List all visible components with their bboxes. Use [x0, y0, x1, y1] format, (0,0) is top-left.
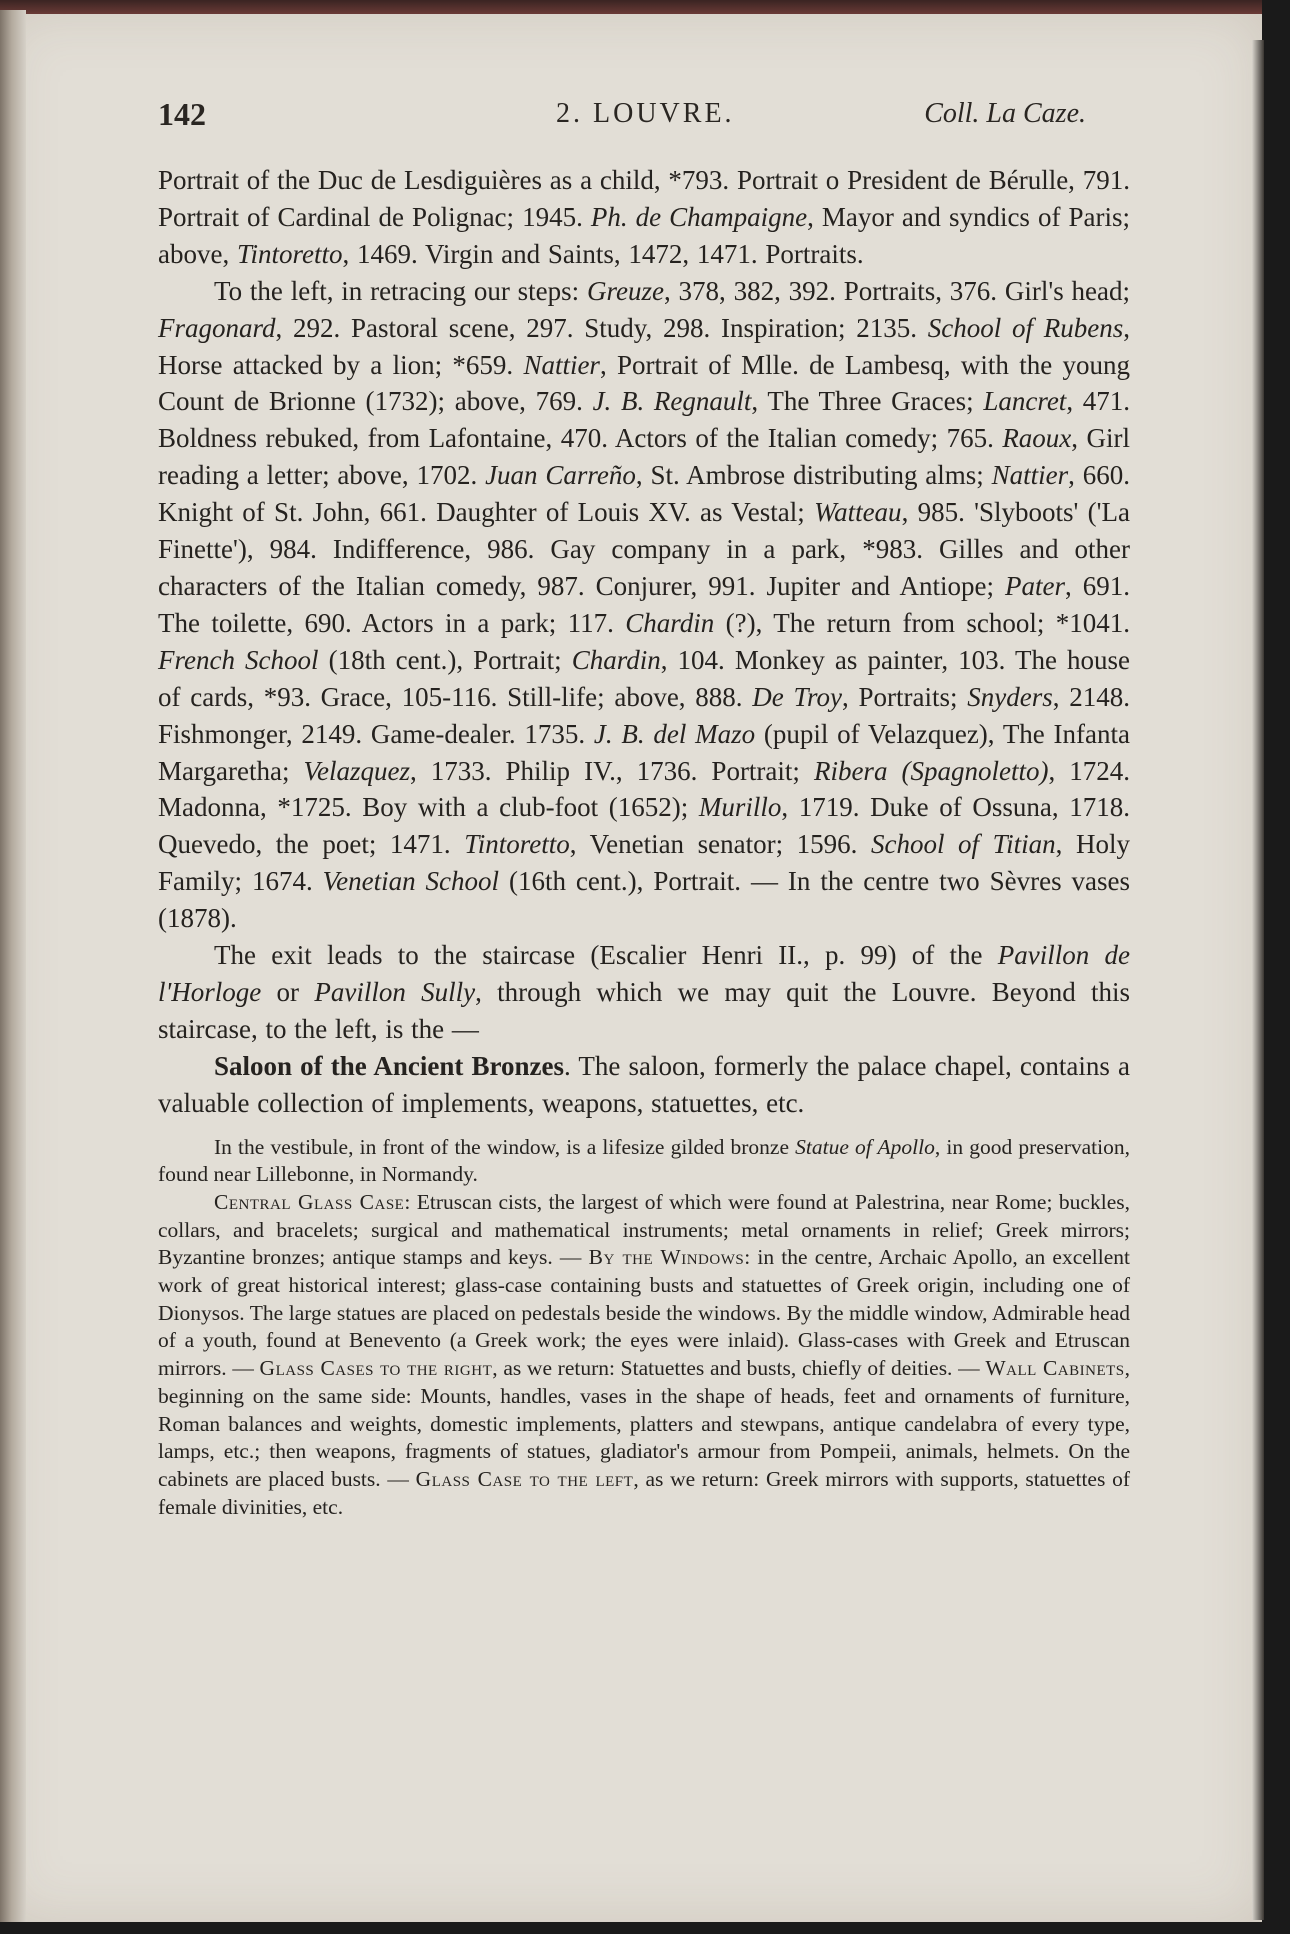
artist-name: Pater [1005, 570, 1065, 601]
paragraph-1: Portrait of the Duc de Lesdiguières as a child, *793. Portrait o President de Bérulle, 791. Portrait of Cardinal de Polignac; 1945. Ph. de Champaigne, Mayor and syndics of Paris; above, Tintoretto, 1469. Virgin and Saints, 1472, 1471. Portraits. [158, 165, 1130, 269]
cover-edge [0, 0, 1262, 14]
section-title: Coll. La Caze. [924, 98, 1086, 129]
artist-name: Murillo [698, 792, 782, 823]
artist-name: Snyders [967, 681, 1053, 712]
paragraph-6: Central Glass Case: Etruscan cists, the largest of which were found at Palestrina, near Rome; buckles, collars, and bracelets; surgical and mathematical instruments; metal ornaments in relief; Greek mirrors; Byzantine bronzes; antique stamps and keys. — By the Windows: in the centre, Archaic Apollo, an excellent work of great historical interest; glass-case containing busts and statuettes of Greek origin, including one of Dionysos. The large statues are placed on pedestals beside the windows. By the middle window, Admirable head of a youth, found at Benevento (a Greek work; the eyes were inlaid). Glass-cases with Greek and Etruscan mirrors. — Glass Cases to the right, as we return: Statuettes and busts, chiefly of deities. — Wall Cabinets, beginning on the same side: Mounts, handles, vases in the shape of heads, feet and ornaments of furniture, Roman balances and weights, domestic implements, platters and stewpans, antique candelabra of every type, lamps, etc.; then weapons, fragments of statues, gladiator's armour from Pompeii, animals, helmets. On the cabinets are placed busts. — Glass Case to the left, as we return: Greek mirrors with supports, statuettes of female divinities, etc. [158, 1189, 1131, 1519]
artist-name: Greuze [586, 275, 664, 306]
artist-name: Ribera (Spagnoletto) [813, 755, 1049, 786]
place-name: Pavillon Sully [314, 976, 476, 1007]
artist-name: School of Titian [871, 829, 1056, 860]
artist-name: Ph. de Champaigne [590, 201, 808, 232]
case-heading: Central Glass Case [214, 1189, 405, 1214]
artist-name: French School [158, 644, 319, 675]
running-header [158, 96, 1086, 140]
artist-name: School of Rubens [927, 312, 1124, 343]
case-heading: By the Windows [588, 1245, 745, 1270]
case-heading: Wall Cabinets [985, 1356, 1125, 1381]
main-text [158, 162, 1130, 1122]
book-page [0, 10, 1262, 1922]
artist-name: Fragonard [158, 312, 276, 343]
section-heading: Saloon of the Ancient Bronzes [214, 1050, 564, 1081]
artist-name: Venetian School [322, 866, 500, 897]
paragraph-5: In the vestibule, in front of the window, is a lifesize gilded bronze Statue of Apollo, in good preservation, found near Lillebonne, in Normandy. [158, 1134, 1130, 1187]
artist-name: J. B. del Mazo [593, 718, 756, 749]
artist-name: Watteau [814, 497, 902, 528]
case-heading: Glass Case to the left [415, 1467, 634, 1491]
book-gutter [0, 10, 26, 1922]
case-heading: Glass Cases to the right [259, 1356, 493, 1381]
artist-name: De Troy [752, 681, 843, 712]
artist-name: Chardin [625, 607, 715, 638]
small-print [158, 1134, 1130, 1522]
page-body [158, 162, 1130, 1521]
artist-name: Lancret [983, 386, 1067, 417]
artwork-name: Statue of Apollo [795, 1134, 935, 1159]
artist-name: J. B. Regnault [592, 386, 752, 417]
chapter-title: 2. LOUVRE. [556, 98, 735, 129]
artist-name: Raoux [1002, 423, 1072, 454]
page-edge [1252, 40, 1264, 1920]
paragraph-2: To the left, in retracing our steps: Greuze, 378, 382, 392. Portraits, 376. Girl's head; Fragonard, 292. Pastoral scene, 297. Study, 298. Inspiration; 2135. School of Rubens, Horse attacked by a lion; *659. Nattier, Portrait of Mlle. de Lambesq, with the young Count de Brionne (1732); above, 769. J. B. Regnault, The Three Graces; Lancret, 471. Boldness rebuked, from Lafontaine, 470. Actors of the Italian comedy; 765. Raoux, Girl reading a letter; above, 1702. Juan Carreño, St. Ambrose distributing alms; Nattier, 660. Knight of St. John, 661. Daughter of Louis XV. as Vestal; Watteau, 985. 'Slyboots' ('La Finette'), 984. Indifference, 986. Gay company in a park, *983. Gilles and other characters of the Italian comedy, 987. Conjurer, 991. Jupiter and Antiope; Pater, 691. The toilette, 690. Actors in a park; 117. Chardin (?), The return from school; *1041. French School (18th cent.), Portrait; Chardin, 104. Monkey as painter, 103. The house of cards, *93. Grace, 105-116. Still-life; above, 888. De Troy, Portraits; Snyders, 2148. Fishmonger, 2149. Game-dealer. 1735. J. B. del Mazo (pupil of Velazquez), The Infanta Margaretha; Velazquez, 1733. Philip IV., 1736. Portrait; Ribera (Spagnoletto), 1724. Madonna, *1725. Boy with a club-foot (1652); Murillo, 1719. Duke of Ossuna, 1718. Quevedo, the poet; 1471. Tintoretto, Venetian senator; 1596. School of Titian, Holy Family; 1674. Venetian School (16th cent.), Portrait. — In the centre two Sèvres vases (1878). [158, 275, 1131, 934]
artist-name: Chardin [571, 644, 661, 675]
paragraph-4: Saloon of the Ancient Bronzes. The saloon, formerly the palace chapel, contains a valuable collection of implements, weapons, statuettes, etc. [158, 1050, 1130, 1118]
page-number: 142 [158, 96, 206, 132]
place-name: Pavillon de l'Horloge [158, 940, 1130, 1007]
paragraph-3: The exit leads to the staircase (Escalier Henri II., p. 99) of the Pavillon de l'Horloge or Pavillon Sully, through which we may quit the Louvre. Beyond this staircase, to the left, is the — [158, 940, 1131, 1044]
artist-name: Tintoretto [236, 238, 343, 269]
artist-name: Velazquez [303, 755, 410, 786]
artist-name: Nattier [523, 349, 600, 380]
artist-name: Tintoretto [464, 829, 570, 860]
artist-name: Juan Carreño [485, 460, 636, 491]
artist-name: Nattier [991, 460, 1069, 491]
